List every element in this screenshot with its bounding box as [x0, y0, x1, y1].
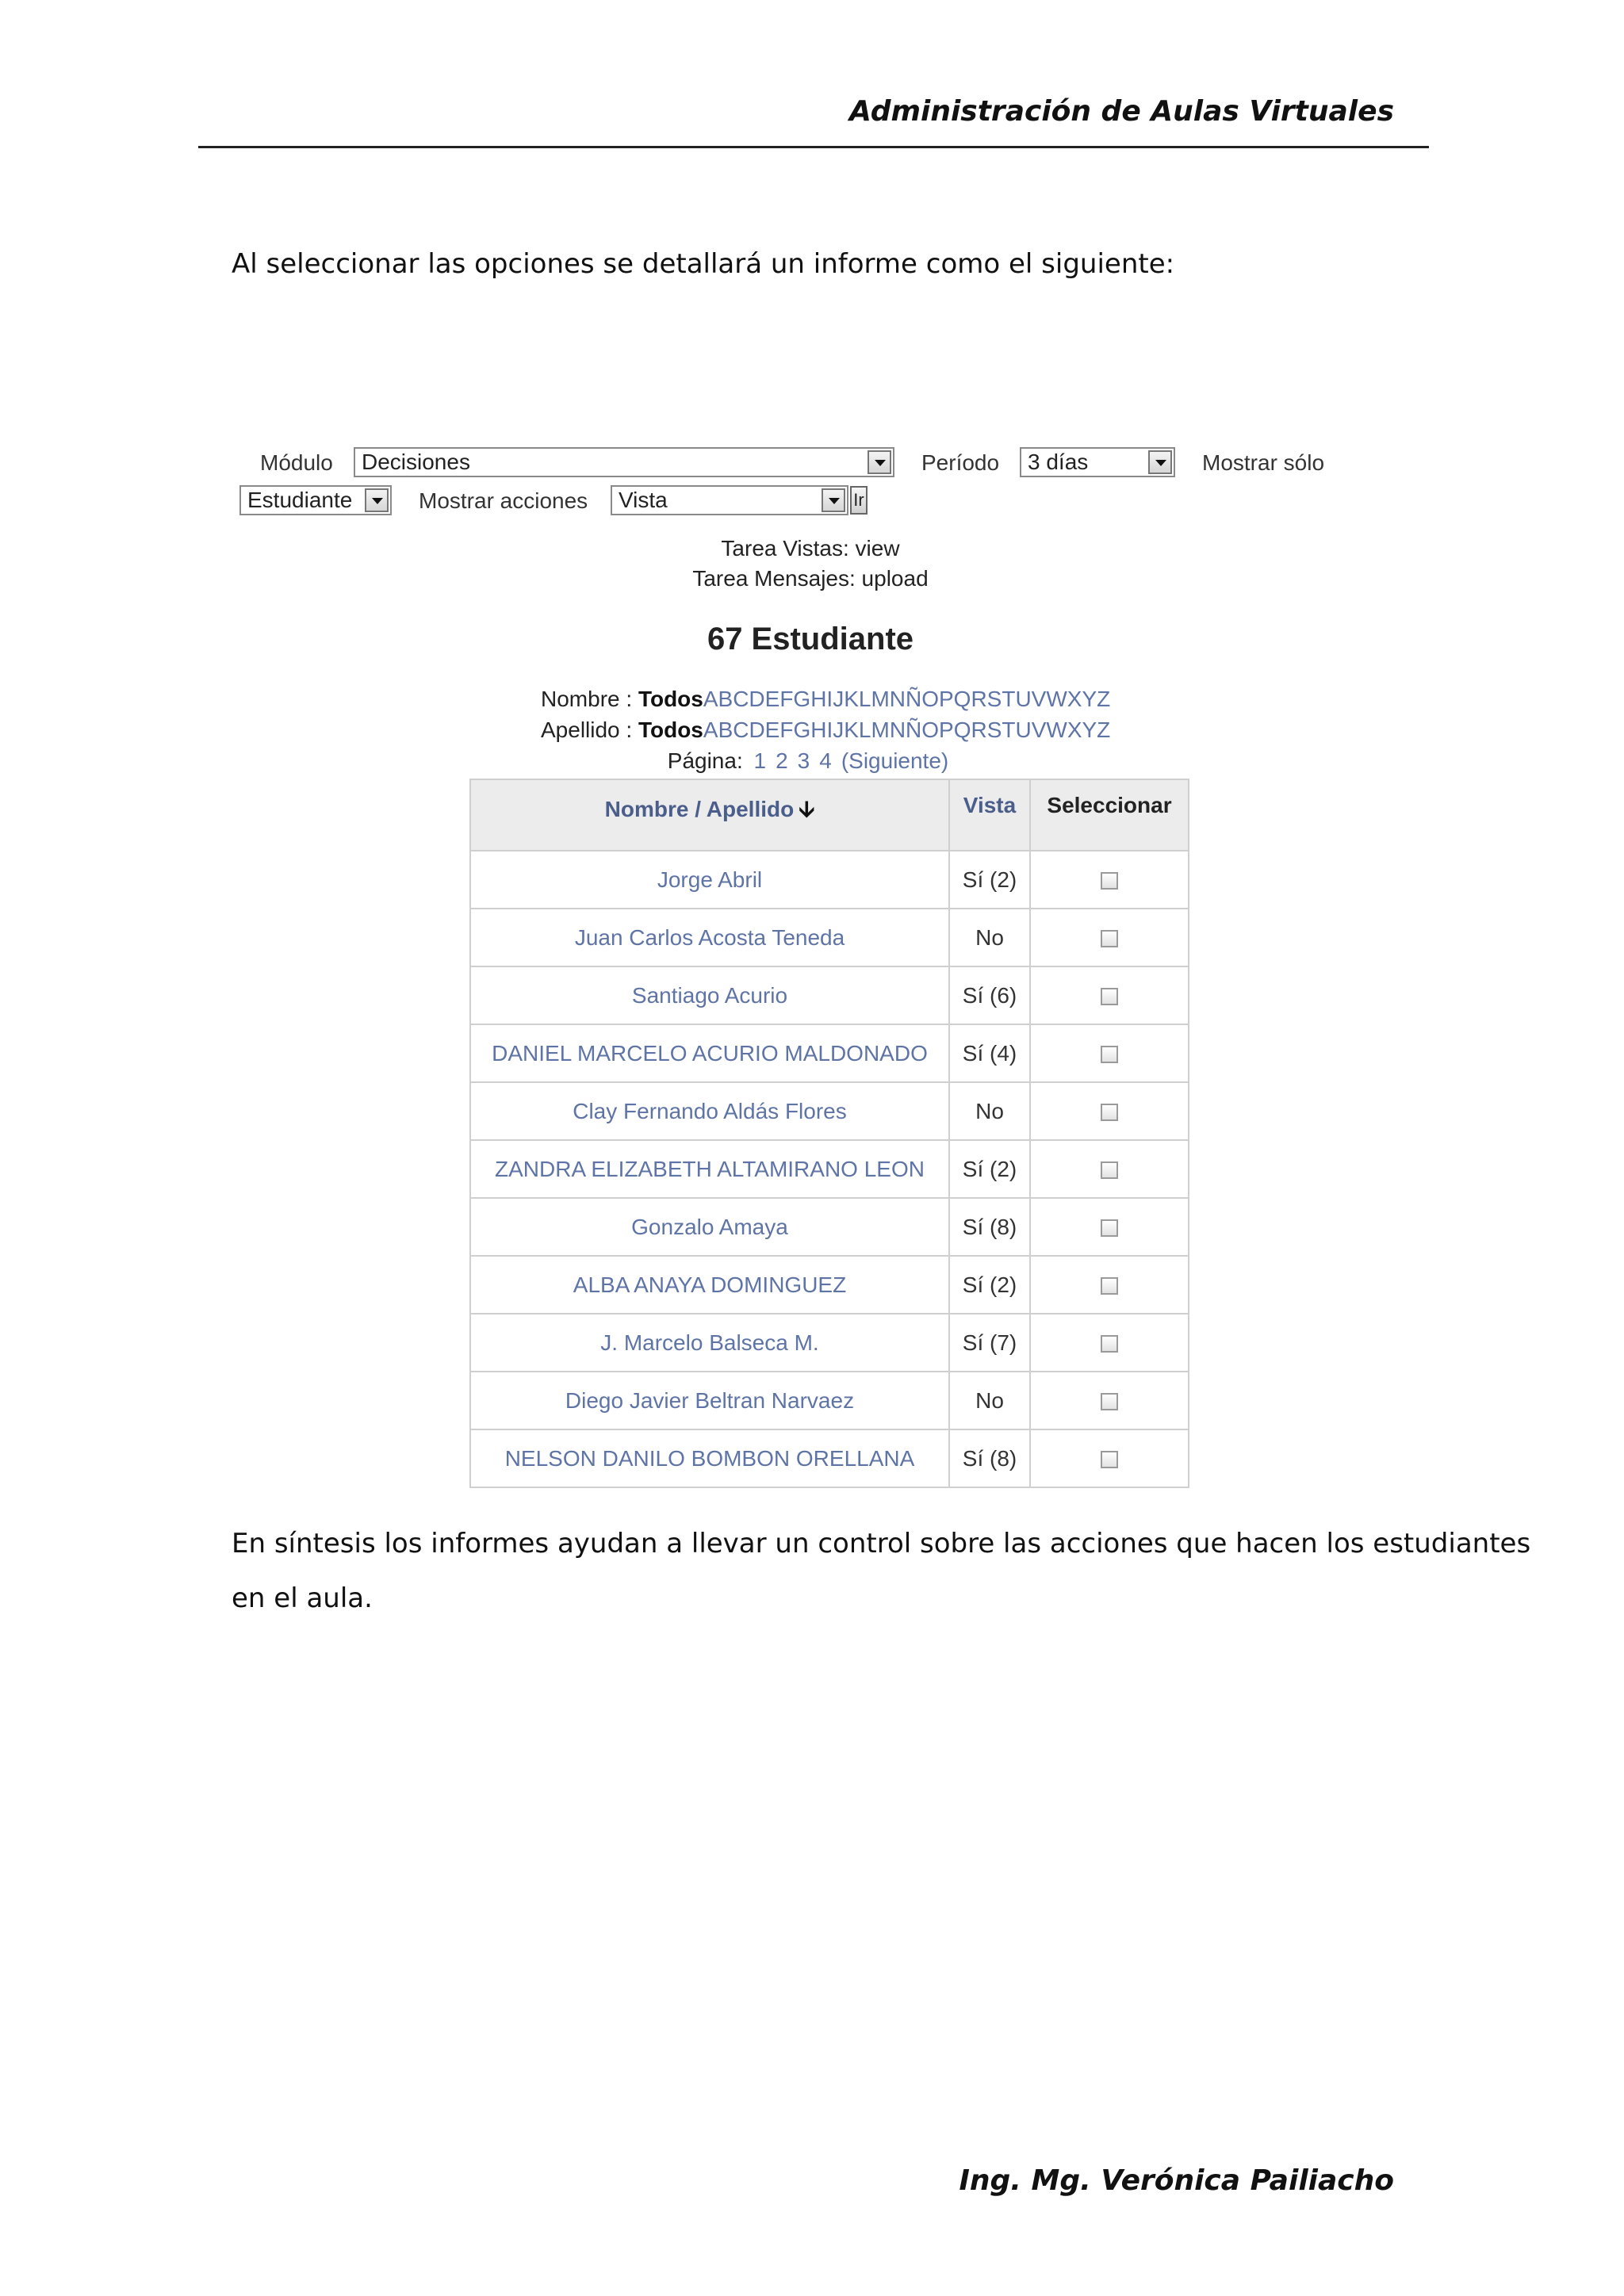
last-name-initials-bar	[541, 718, 1110, 743]
summary-paragraph-line1: En síntesis los informes ayudan a llevar un control sobre las acciones que hacen los estudiantes	[232, 1528, 1531, 1559]
student-name-link[interactable]: Diego Javier Beltran Narvaez	[470, 1372, 949, 1429]
select-checkbox[interactable]	[1101, 1451, 1118, 1468]
select-cell	[1030, 909, 1189, 966]
last-name-letter-links[interactable]: ABCDEFGHIJKLMNÑOPQRSTUVWXYZ	[703, 718, 1111, 742]
report-screenshot	[232, 441, 1624, 1471]
column-header-name-label[interactable]: Nombre / Apellido	[604, 797, 795, 821]
last-name-initials-label: Apellido :	[541, 718, 638, 742]
student-name-link[interactable]: Gonzalo Amaya	[470, 1198, 949, 1256]
select-checkbox[interactable]	[1101, 1335, 1118, 1353]
select-cell	[1030, 1198, 1189, 1256]
student-name-link[interactable]: Santiago Acurio	[470, 966, 949, 1024]
table-row	[470, 1314, 1189, 1372]
view-count-cell: Sí (2)	[949, 1140, 1030, 1198]
student-name-link[interactable]: ALBA ANAYA DOMINGUEZ	[470, 1256, 949, 1314]
module-label: Módulo	[260, 450, 333, 475]
student-name-link[interactable]: DANIEL MARCELO ACURIO MALDONADO	[470, 1024, 949, 1082]
period-select-value: 3 días	[1028, 450, 1089, 474]
view-count-cell: No	[949, 1372, 1030, 1429]
first-name-letter-links[interactable]: ABCDEFGHIJKLMNÑOPQRSTUVWXYZ	[703, 687, 1111, 711]
select-checkbox[interactable]	[1101, 872, 1118, 890]
page-link-2[interactable]: 2	[776, 748, 788, 773]
select-cell	[1030, 1024, 1189, 1082]
next-page-link[interactable]: (Siguiente)	[841, 748, 949, 773]
select-checkbox[interactable]	[1101, 1277, 1118, 1295]
table-row	[470, 1024, 1189, 1082]
header-rule	[198, 146, 1429, 148]
table-row	[470, 1372, 1189, 1429]
task-views-line: Tarea Vistas: view	[721, 536, 900, 561]
column-header-view[interactable]: Vista	[949, 779, 1030, 851]
table-row	[470, 909, 1189, 966]
table-row	[470, 1140, 1189, 1198]
chevron-down-icon[interactable]	[365, 488, 389, 512]
period-label: Período	[921, 450, 1000, 475]
table-body	[470, 851, 1189, 1487]
actions-select[interactable]	[611, 485, 848, 515]
participation-table	[469, 779, 1189, 1488]
select-cell	[1030, 1140, 1189, 1198]
table-row	[470, 1082, 1189, 1140]
report-title: 67 Estudiante	[707, 622, 914, 656]
view-count-cell: No	[949, 909, 1030, 966]
page-link-3[interactable]: 3	[797, 748, 810, 773]
period-select[interactable]	[1020, 447, 1175, 477]
select-checkbox[interactable]	[1101, 1393, 1118, 1410]
actions-select-value: Vista	[619, 488, 668, 512]
table-row	[470, 1198, 1189, 1256]
select-checkbox[interactable]	[1101, 988, 1118, 1005]
student-name-link[interactable]: J. Marcelo Balseca M.	[470, 1314, 949, 1372]
select-cell	[1030, 966, 1189, 1024]
first-name-initials-bar	[541, 687, 1110, 712]
view-count-cell: No	[949, 1082, 1030, 1140]
select-checkbox[interactable]	[1101, 930, 1118, 947]
view-count-cell: Sí (4)	[949, 1024, 1030, 1082]
intro-paragraph: Al seleccionar las opciones se detallará un informe como el siguiente:	[232, 248, 1175, 280]
view-count-cell: Sí (2)	[949, 851, 1030, 909]
table-row	[470, 1429, 1189, 1487]
view-count-cell: Sí (2)	[949, 1256, 1030, 1314]
select-cell	[1030, 1429, 1189, 1487]
student-name-link[interactable]: Clay Fernando Aldás Flores	[470, 1082, 949, 1140]
show-actions-label: Mostrar acciones	[419, 488, 588, 513]
footer-author: Ing. Mg. Verónica Pailiacho	[959, 2164, 1394, 2197]
view-count-cell: Sí (8)	[949, 1198, 1030, 1256]
student-name-link[interactable]: Jorge Abril	[470, 851, 949, 909]
student-name-link[interactable]: ZANDRA ELIZABETH ALTAMIRANO LEON	[470, 1140, 949, 1198]
student-name-link[interactable]: Juan Carlos Acosta Teneda	[470, 909, 949, 966]
pagination	[232, 748, 1389, 774]
role-select-value: Estudiante	[247, 488, 353, 512]
chevron-down-icon[interactable]	[868, 450, 891, 474]
pagination-label: Página:	[667, 748, 749, 773]
view-count-cell: Sí (7)	[949, 1314, 1030, 1372]
chevron-down-icon[interactable]	[1148, 450, 1172, 474]
view-count-cell: Sí (6)	[949, 966, 1030, 1024]
role-select[interactable]	[239, 485, 392, 515]
select-checkbox[interactable]	[1101, 1104, 1118, 1121]
module-select-value: Decisiones	[362, 450, 470, 474]
page-link-4[interactable]: 4	[819, 748, 832, 773]
table-row	[470, 1256, 1189, 1314]
first-name-all-link[interactable]: Todos	[638, 687, 703, 711]
select-cell	[1030, 1256, 1189, 1314]
first-name-initials-label: Nombre :	[541, 687, 638, 711]
column-header-select: Seleccionar	[1030, 779, 1189, 851]
select-cell	[1030, 1314, 1189, 1372]
table-header-row	[470, 779, 1189, 851]
page-link-1[interactable]: 1	[753, 748, 767, 773]
last-name-all-link[interactable]: Todos	[638, 718, 703, 742]
select-cell	[1030, 1082, 1189, 1140]
task-messages-line: Tarea Mensajes: upload	[692, 566, 929, 591]
view-count-cell: Sí (8)	[949, 1429, 1030, 1487]
running-header-title: Administración de Aulas Virtuales	[848, 95, 1394, 128]
select-checkbox[interactable]	[1101, 1219, 1118, 1237]
select-cell	[1030, 851, 1189, 909]
table-row	[470, 851, 1189, 909]
table-row	[470, 966, 1189, 1024]
student-name-link[interactable]: NELSON DANILO BOMBON ORELLANA	[470, 1429, 949, 1487]
module-select[interactable]	[354, 447, 894, 477]
column-header-name[interactable]	[470, 779, 949, 851]
select-cell	[1030, 1372, 1189, 1429]
show-only-label: Mostrar sólo	[1202, 450, 1325, 475]
summary-paragraph-line2: en el aula.	[232, 1582, 373, 1614]
select-checkbox[interactable]	[1101, 1046, 1118, 1063]
sort-down-arrow-icon: 🡫	[799, 797, 815, 821]
select-checkbox[interactable]	[1101, 1161, 1118, 1179]
go-button[interactable]: Ir	[850, 486, 868, 515]
chevron-down-icon[interactable]	[822, 488, 845, 512]
